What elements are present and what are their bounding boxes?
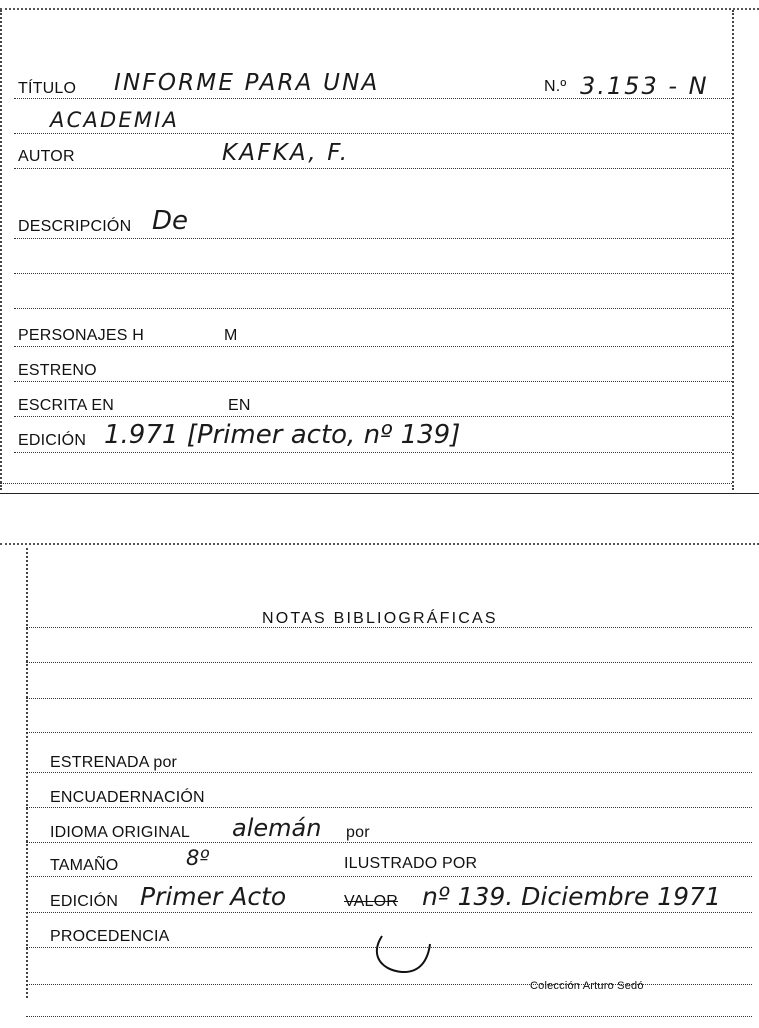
edicion-line — [14, 452, 732, 453]
encuadernacion-label: ENCUADERNACIÓN — [50, 789, 205, 806]
blank-line-1 — [14, 273, 732, 274]
edicion-value-back: Primer Acto — [140, 882, 287, 911]
autor-label: AUTOR — [18, 148, 75, 165]
titulo-label: TÍTULO — [18, 80, 77, 97]
card-back-bottom-edge — [26, 1016, 752, 1017]
blank-line-2 — [14, 308, 732, 309]
notas-heading: NOTAS BIBLIOGRÁFICAS — [262, 610, 498, 627]
idioma-line — [26, 842, 752, 843]
valor-label: VALOR — [344, 893, 399, 910]
card-right-edge — [732, 10, 734, 490]
numero-label: N.º — [544, 78, 567, 95]
notas-line-1 — [26, 627, 752, 628]
edicion-line-back — [26, 912, 752, 913]
tamano-line — [26, 876, 752, 877]
stamp-arc-mark — [370, 930, 440, 980]
personajes-label: PERSONAJES H — [18, 327, 144, 344]
edicion-value-back-2: nº 139. Diciembre 1971 — [422, 882, 721, 911]
idioma-por-label: por — [346, 824, 370, 841]
numero-value: 3.153 - N — [580, 72, 709, 100]
card-bottom-dotted — [0, 483, 732, 484]
notas-line-4 — [26, 732, 752, 733]
coleccion-label: Colección Arturo Sedó — [530, 980, 644, 992]
card-back-left-edge — [26, 548, 28, 998]
card-back-top-edge — [0, 543, 759, 548]
descripcion-label: DESCRIPCIÓN — [18, 218, 132, 235]
catalog-card-front — [0, 0, 759, 495]
tamano-value: 8º — [186, 846, 210, 870]
edicion-value: 1.971 [Primer acto, nº 139] — [104, 420, 461, 450]
estreno-line — [14, 381, 732, 382]
edicion-label-back: EDICIÓN — [50, 893, 119, 910]
personajes-line — [14, 346, 732, 347]
titulo-line — [14, 98, 732, 99]
estrenada-line — [26, 772, 752, 773]
catalog-card-back — [0, 538, 759, 1028]
ilustrado-label: ILUSTRADO POR — [344, 855, 478, 872]
card-top-edge — [0, 8, 759, 13]
idioma-label: IDIOMA ORIGINAL — [50, 824, 190, 841]
notas-line-3 — [26, 698, 752, 699]
descripcion-value: De — [152, 206, 189, 236]
idioma-value: alemán — [232, 814, 322, 842]
procedencia-label: PROCEDENCIA — [50, 928, 170, 945]
estrenada-label: ESTRENADA por — [50, 754, 178, 771]
card-bottom-edge — [0, 493, 759, 494]
encuadernacion-line — [26, 807, 752, 808]
escrita-en-label: EN — [228, 397, 251, 414]
titulo-value-line1: INFORME PARA UNA — [114, 70, 380, 96]
titulo-line-2 — [14, 133, 732, 134]
descripcion-line — [14, 238, 732, 239]
autor-line — [14, 168, 732, 169]
tamano-label: TAMAÑO — [50, 857, 119, 874]
personajes-m-label: M — [224, 327, 238, 344]
estreno-label: ESTRENO — [18, 362, 97, 379]
escrita-label: ESCRITA EN — [18, 397, 114, 414]
card-left-edge — [0, 10, 2, 490]
titulo-value-line2: ACADEMIA — [50, 108, 180, 132]
escrita-line — [14, 416, 732, 417]
autor-value: KAFKA, F. — [222, 140, 350, 166]
edicion-label: EDICIÓN — [18, 432, 87, 449]
notas-line-2 — [26, 662, 752, 663]
